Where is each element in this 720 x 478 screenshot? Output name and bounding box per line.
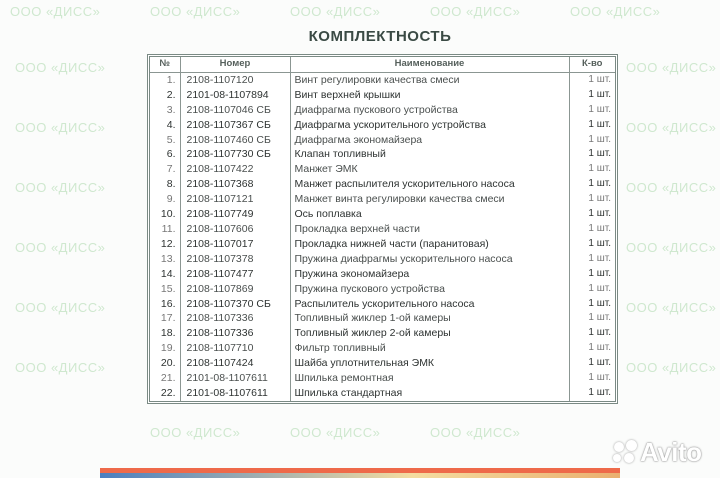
row-index: 4.: [166, 118, 176, 131]
row-qty: 1 шт.: [569, 162, 615, 177]
row-qty: 1 шт.: [569, 371, 615, 386]
table-row: [150, 147, 615, 162]
row-qty: 1 шт.: [569, 386, 615, 401]
watermark-text: ООО «ДИСС»: [626, 180, 717, 195]
row-qty: 1 шт.: [569, 118, 615, 133]
row-name: Пружина экономайзера: [290, 267, 569, 282]
row-part-number: 2108-1107367 СБ: [180, 118, 290, 133]
avito-logo: [612, 437, 702, 467]
row-index: 1.: [166, 73, 176, 86]
row-part-number: 2108-1107460 СБ: [180, 133, 290, 148]
watermark-text: ООО «ДИСС»: [15, 240, 106, 255]
watermark-text: ООО «ДИСС»: [15, 300, 106, 315]
table-row: [150, 326, 615, 341]
row-part-number: 2108-1107046 СБ: [180, 103, 290, 118]
row-name: Пружина пускового устройства: [290, 282, 569, 297]
table-row: [150, 341, 615, 356]
table-row: [150, 386, 615, 401]
watermark-text: ООО «ДИСС»: [15, 120, 106, 135]
row-qty: 1 шт.: [569, 72, 615, 87]
row-qty: 1 шт.: [569, 133, 615, 148]
row-name: Ось поплавка: [290, 207, 569, 222]
watermark-text: ООО «ДИСС»: [15, 360, 106, 375]
row-part-number: 2108-1107017: [180, 237, 290, 252]
watermark-text: ООО «ДИСС»: [626, 360, 717, 375]
row-qty: 1 шт.: [569, 222, 615, 237]
row-part-number: 2108-1107730 СБ: [180, 147, 290, 162]
completeness-table: [147, 54, 618, 404]
row-qty: 1 шт.: [569, 207, 615, 222]
table-row: [150, 282, 615, 297]
row-name: Топливный жиклер 1-ой камеры: [290, 311, 569, 326]
row-part-number: 2108-1107606: [180, 222, 290, 237]
table-row: [150, 162, 615, 177]
row-name: Манжет распылителя ускорительного насоса: [290, 177, 569, 192]
row-qty: 1 шт.: [569, 267, 615, 282]
row-index: 6.: [166, 148, 176, 161]
row-index: 19.: [160, 342, 176, 355]
row-index: 16.: [160, 297, 176, 310]
table-row: [150, 177, 615, 192]
row-name: Прокладка верхней части: [290, 222, 569, 237]
row-name: Фильтр топливный: [290, 341, 569, 356]
row-part-number: 2101-08-1107611: [180, 371, 290, 386]
row-index: 12.: [160, 237, 176, 250]
row-index: 14.: [160, 267, 176, 280]
table-row: [150, 371, 615, 386]
row-part-number: 2108-1107368: [180, 177, 290, 192]
row-part-number: 2108-1107424: [180, 356, 290, 371]
table-row: [150, 297, 615, 312]
table-row: [150, 192, 615, 207]
watermark-text: ООО «ДИСС»: [626, 60, 717, 75]
row-part-number: 2108-1107869: [180, 282, 290, 297]
header-number: №: [150, 57, 180, 72]
row-qty: 1 шт.: [569, 177, 615, 192]
watermark-text: ООО «ДИСС»: [15, 180, 106, 195]
row-qty: 1 шт.: [569, 297, 615, 312]
table-row: [150, 88, 615, 103]
watermark-text: ООО «ДИСС»: [626, 300, 717, 315]
row-index: 15.: [160, 282, 176, 295]
watermark-text: ООО «ДИСС»: [290, 425, 381, 440]
row-part-number: 2101-08-1107611: [180, 386, 290, 401]
row-qty: 1 шт.: [569, 356, 615, 371]
row-index: 2.: [166, 88, 176, 101]
row-name: Диафрагма экономайзера: [290, 133, 569, 148]
row-part-number: 2108-1107336: [180, 326, 290, 341]
row-name: Шпилька стандартная: [290, 386, 569, 401]
table-row: [150, 237, 615, 252]
row-index: 8.: [166, 178, 176, 191]
table-row: [150, 267, 615, 282]
row-name: Клапан топливный: [290, 147, 569, 162]
row-index: 7.: [166, 163, 176, 176]
watermark-text: ООО «ДИСС»: [290, 4, 381, 19]
row-name: Манжет ЭМК: [290, 162, 569, 177]
watermark-text: ООО «ДИСС»: [150, 425, 241, 440]
avito-logo-text: Avito: [640, 437, 702, 467]
header-name: Наименование: [290, 57, 569, 72]
table-row: [150, 207, 615, 222]
row-part-number: 2108-1107749: [180, 207, 290, 222]
watermark-text: ООО «ДИСС»: [626, 240, 717, 255]
table-row: [150, 133, 615, 148]
row-part-number: 2108-1107121: [180, 192, 290, 207]
row-part-number: 2108-1107422: [180, 162, 290, 177]
row-qty: 1 шт.: [569, 88, 615, 103]
table-row: [150, 118, 615, 133]
row-index: 17.: [160, 312, 176, 325]
watermark-text: ООО «ДИСС»: [10, 4, 101, 19]
row-index: 5.: [166, 133, 176, 146]
table-row: [150, 356, 615, 371]
row-name: Шайба уплотнительная ЭМК: [290, 356, 569, 371]
table-header: [150, 57, 615, 72]
row-qty: 1 шт.: [569, 311, 615, 326]
row-qty: 1 шт.: [569, 282, 615, 297]
watermark-text: ООО «ДИСС»: [15, 60, 106, 75]
row-part-number: 2108-1107477: [180, 267, 290, 282]
row-name: Пружина диафрагмы ускорительного насоса: [290, 252, 569, 267]
row-qty: 1 шт.: [569, 341, 615, 356]
row-index: 13.: [160, 252, 176, 265]
avito-dots-icon: [612, 440, 638, 464]
page-title: КОМПЛЕКТНОСТЬ: [308, 28, 452, 45]
row-qty: 1 шт.: [569, 326, 615, 341]
watermark-text: ООО «ДИСС»: [430, 4, 521, 19]
row-index: 11.: [161, 222, 176, 235]
header-part-number: Номер: [180, 57, 290, 72]
watermark-text: ООО «ДИСС»: [150, 4, 241, 19]
row-name: Диафрагма пускового устройства: [290, 103, 569, 118]
row-qty: 1 шт.: [569, 192, 615, 207]
row-index: 22.: [160, 386, 176, 399]
row-name: Диафрагма ускорительного устройства: [290, 118, 569, 133]
row-index: 9.: [166, 193, 176, 206]
blue-stripe: [100, 473, 620, 478]
row-qty: 1 шт.: [569, 103, 615, 118]
header-qty: К-во: [569, 57, 615, 72]
row-part-number: 2108-1107378: [180, 252, 290, 267]
row-part-number: 2108-1107710: [180, 341, 290, 356]
row-qty: 1 шт.: [569, 147, 615, 162]
watermark-text: ООО «ДИСС»: [626, 120, 717, 135]
row-index: 20.: [160, 357, 176, 370]
table-row: [150, 103, 615, 118]
table-row: [150, 222, 615, 237]
table-row: [150, 311, 615, 326]
watermark-text: ООО «ДИСС»: [430, 425, 521, 440]
table-row: [150, 252, 615, 267]
row-qty: 1 шт.: [569, 237, 615, 252]
row-name: Винт верхней крышки: [290, 88, 569, 103]
row-name: Шпилька ремонтная: [290, 371, 569, 386]
table-row: [150, 72, 615, 87]
row-qty: 1 шт.: [569, 252, 615, 267]
row-index: 10.: [160, 208, 176, 221]
row-part-number: 2108-1107120: [180, 72, 290, 87]
row-part-number: 2108-1107336: [180, 311, 290, 326]
row-part-number: 2101-08-1107894: [180, 88, 290, 103]
row-part-number: 2108-1107370 СБ: [180, 297, 290, 312]
row-name: Распылитель ускорительного насоса: [290, 297, 569, 312]
row-name: Винт регулировки качества смеси: [290, 72, 569, 87]
row-index: 18.: [160, 327, 176, 340]
row-name: Топливный жиклер 2-ой камеры: [290, 326, 569, 341]
watermark-text: ООО «ДИСС»: [570, 4, 661, 19]
row-name: Прокладка нижней части (паранитовая): [290, 237, 569, 252]
row-index: 3.: [166, 103, 176, 116]
row-name: Манжет винта регулировки качества смеси: [290, 192, 569, 207]
row-index: 21.: [160, 372, 176, 385]
